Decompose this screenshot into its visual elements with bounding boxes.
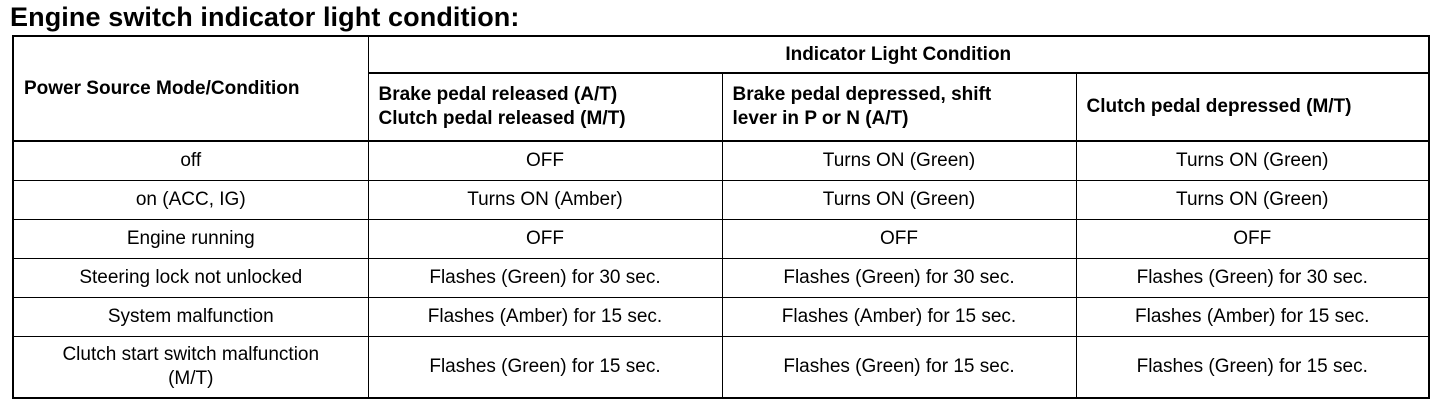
brake-depressed-cell: OFF xyxy=(722,220,1076,259)
released-cell: OFF xyxy=(368,141,722,181)
released-cell: OFF xyxy=(368,220,722,259)
released-cell: Turns ON (Amber) xyxy=(368,181,722,220)
header-line: Clutch pedal released (M/T) xyxy=(378,108,626,129)
brake-depressed-cell: Flashes (Amber) for 15 sec. xyxy=(722,298,1076,337)
condition-cell xyxy=(13,337,368,399)
condition-cell: on (ACC, IG) xyxy=(13,181,368,220)
condition-cell: Engine running xyxy=(13,220,368,259)
header-line: Brake pedal released (A/T) xyxy=(378,84,618,105)
brake-depressed-cell: Turns ON (Green) xyxy=(722,181,1076,220)
clutch-depressed-cell: Flashes (Green) for 15 sec. xyxy=(1076,337,1429,399)
header-power-source-mode: Power Source Mode/Condition xyxy=(13,36,368,141)
released-cell: Flashes (Green) for 15 sec. xyxy=(368,337,722,399)
table-row xyxy=(13,259,1429,298)
condition-cell: System malfunction xyxy=(13,298,368,337)
clutch-depressed-cell: Flashes (Amber) for 15 sec. xyxy=(1076,298,1429,337)
clutch-depressed-cell: OFF xyxy=(1076,220,1429,259)
brake-depressed-cell: Flashes (Green) for 15 sec. xyxy=(722,337,1076,399)
brake-depressed-cell: Turns ON (Green) xyxy=(722,141,1076,181)
condition-line: (M/T) xyxy=(168,368,214,389)
clutch-depressed-cell: Turns ON (Green) xyxy=(1076,181,1429,220)
table-row xyxy=(13,298,1429,337)
indicator-light-table xyxy=(12,35,1430,399)
page-title: Engine switch indicator light condition: xyxy=(10,2,520,32)
clutch-depressed-cell: Turns ON (Green) xyxy=(1076,141,1429,181)
condition-line: Clutch start switch malfunction xyxy=(62,344,320,365)
table-row xyxy=(13,141,1429,181)
header-brake-clutch-released xyxy=(368,73,722,141)
header-indicator-light-condition: Indicator Light Condition xyxy=(368,36,1429,73)
header-brake-depressed xyxy=(722,73,1076,141)
released-cell: Flashes (Amber) for 15 sec. xyxy=(368,298,722,337)
header-clutch-depressed: Clutch pedal depressed (M/T) xyxy=(1076,73,1429,141)
condition-cell: off xyxy=(13,141,368,181)
header-line: lever in P or N (A/T) xyxy=(732,108,909,129)
header-line: Brake pedal depressed, shift xyxy=(732,84,992,105)
table-row xyxy=(13,181,1429,220)
released-cell: Flashes (Green) for 30 sec. xyxy=(368,259,722,298)
condition-cell: Steering lock not unlocked xyxy=(13,259,368,298)
brake-depressed-cell: Flashes (Green) for 30 sec. xyxy=(722,259,1076,298)
table-row xyxy=(13,337,1429,399)
table-row xyxy=(13,220,1429,259)
clutch-depressed-cell: Flashes (Green) for 30 sec. xyxy=(1076,259,1429,298)
